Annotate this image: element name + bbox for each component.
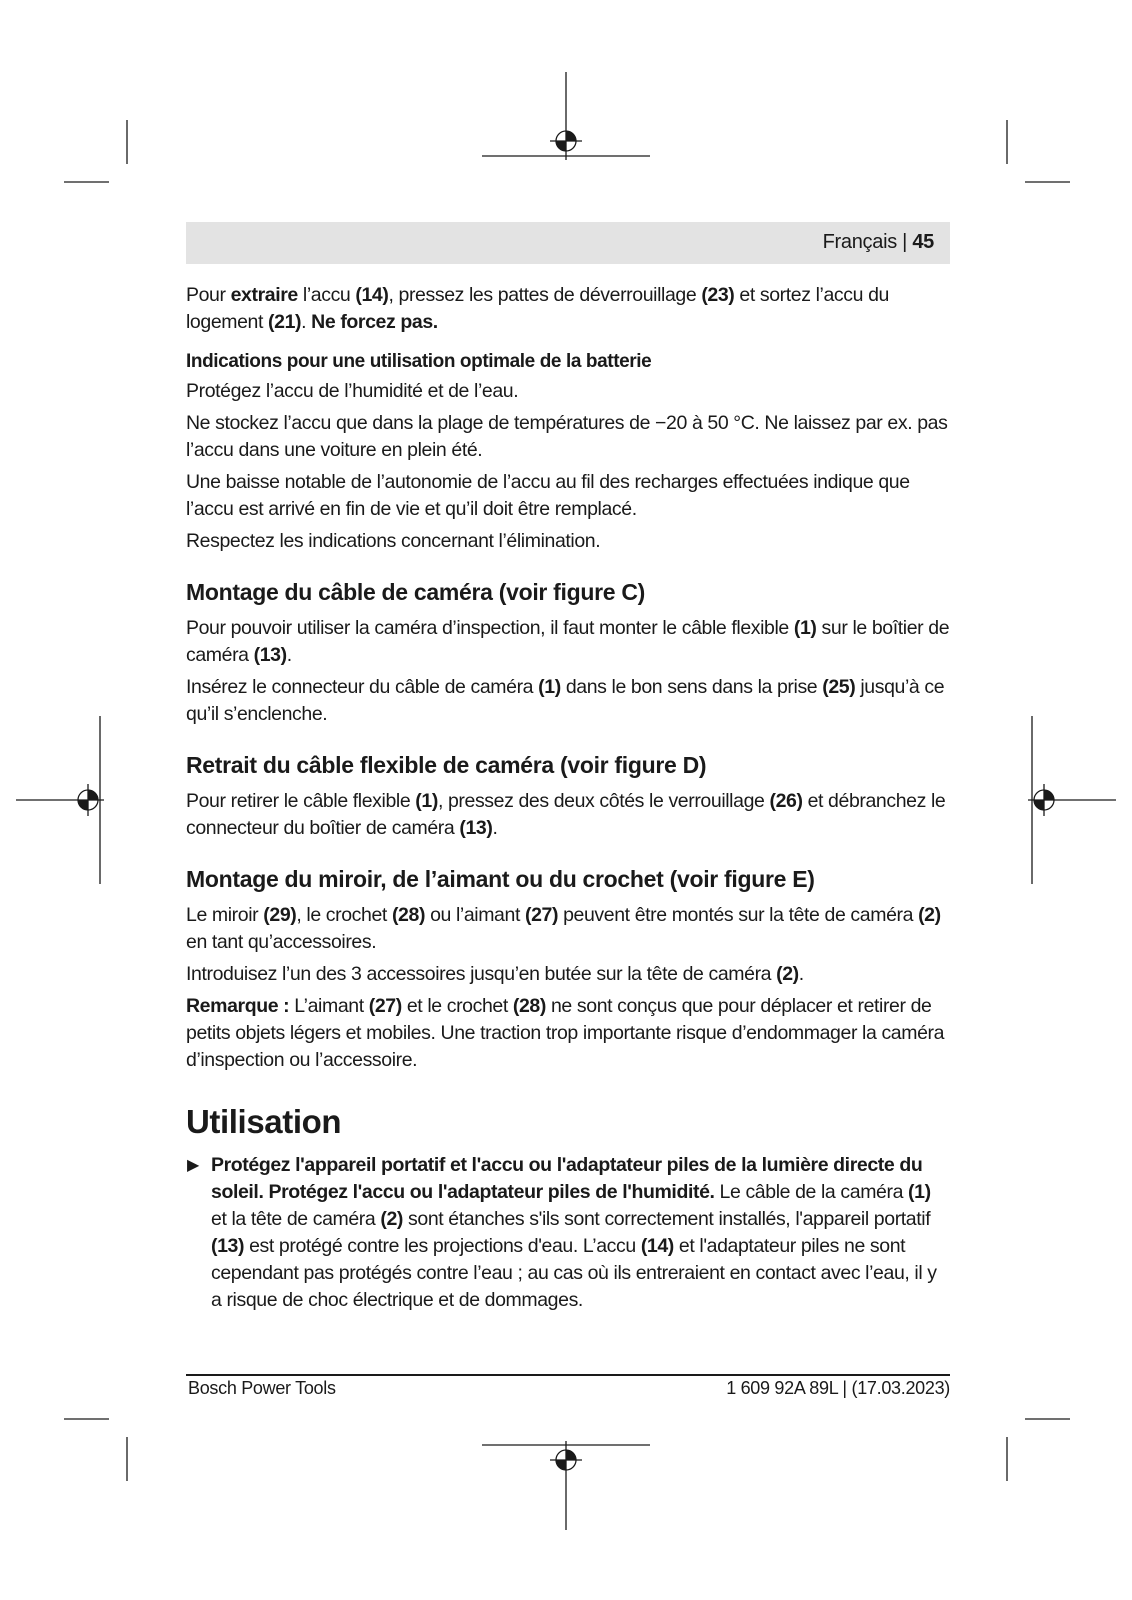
text-run: .	[286, 644, 292, 666]
bold-text-run: (26)	[769, 790, 803, 812]
bold-text-run: (1)	[908, 1181, 931, 1203]
text-run: .	[492, 817, 498, 839]
paragraph-battery-lifetime: Une baisse notable de l’autonomie de l’accu au fil des recharges effectuées indique que l’accu est arrivé en fin de vie et qu’il doit être remplacé.	[186, 471, 910, 520]
paragraph-remark	[186, 993, 950, 1074]
text-run: et le crochet	[401, 995, 513, 1017]
bullet-arrow-icon: ▶	[187, 1157, 199, 1174]
paragraph-accessories	[186, 902, 950, 956]
text-run: en tant qu’accessoires.	[186, 931, 377, 953]
header-separator: |	[896, 231, 913, 253]
bold-text-run: (27)	[368, 995, 402, 1017]
page-content	[186, 282, 950, 1319]
text-run: , pressez les pattes de déverrouillage	[388, 284, 702, 306]
text-run: .	[798, 963, 804, 985]
text-run: , le crochet	[296, 904, 392, 926]
bold-text-run: Protégez l'appareil portatif et l'accu ou l'adaptateur piles de la lumière directe du soleil. Protégez l'accu ou l'adaptateur piles de l'humidité.	[211, 1154, 923, 1203]
footer-document-id: 1 609 92A 89L | (17.03.2023)	[726, 1378, 950, 1398]
bold-text-run: (13)	[253, 644, 287, 666]
text-run: L’aimant	[289, 995, 369, 1017]
text-run: est protégé contre les projections d'eau. L’accu	[244, 1235, 641, 1257]
text-run: dans le bon sens dans la prise	[560, 676, 823, 698]
text-run: Le miroir	[186, 904, 264, 926]
paragraph-humidity: Protégez l’accu de l’humidité et de l’eau.	[186, 380, 519, 402]
bold-text-run: (21)	[268, 311, 302, 333]
bold-text-run: (14)	[355, 284, 389, 306]
safety-bullet-text	[211, 1154, 937, 1311]
text-run: ne sont conçus que pour déplacer et retirer de petits objets légers et mobiles. Une traction trop importante risque d’endommager la caméra d’inspection ou l’accessoire.	[186, 995, 945, 1071]
running-header	[186, 222, 950, 264]
text-run: Pour	[186, 284, 231, 306]
text-run: Pour retirer le câble flexible	[186, 790, 416, 812]
heading-cable-removal: Retrait du câble flexible de caméra (voir figure D)	[186, 752, 707, 778]
text-run: Le câble de la caméra	[714, 1181, 909, 1203]
bold-text-run: (2)	[776, 963, 799, 985]
text-run: et débranchez le connecteur du boîtier de caméra	[186, 790, 946, 839]
paragraph-remove-battery	[186, 282, 950, 336]
bold-text-run: (1)	[793, 617, 817, 639]
text-run: Pour pouvoir utiliser la caméra d’inspection, il faut monter le câble flexible	[186, 617, 794, 639]
text-run: sur le boîtier de caméra	[186, 617, 950, 666]
bold-text-run: Ne forcez pas.	[311, 311, 438, 333]
text-run: .	[301, 311, 312, 333]
header-text	[823, 231, 934, 254]
text-run: Introduisez l’un des 3 accessoires jusqu’en butée sur la tête de caméra	[186, 963, 777, 985]
text-run: jusqu’à ce qu’il s’enclenche.	[186, 676, 945, 725]
heading-accessory-mounting: Montage du miroir, de l’aimant ou du crochet (voir figure E)	[186, 866, 815, 892]
bold-text-run: (2)	[918, 904, 941, 926]
bold-text-run: (28)	[512, 995, 546, 1017]
bold-text-run: (1)	[415, 790, 438, 812]
bold-text-run: (28)	[391, 904, 426, 926]
text-run: l’accu	[297, 284, 356, 306]
header-section: Français	[822, 231, 897, 253]
heading-utilisation: Utilisation	[186, 1103, 342, 1140]
footer-rule	[186, 1374, 950, 1376]
page-number: 45	[912, 231, 934, 253]
safety-bullet	[186, 1152, 950, 1314]
text-run: , pressez des deux côtés le verrouillage	[437, 790, 770, 812]
bold-text-run: (1)	[538, 676, 561, 698]
bold-text-run: (27)	[524, 904, 559, 926]
bold-text-run: (13)	[459, 817, 493, 839]
text-run: Insérez le connecteur du câble de caméra	[186, 676, 539, 698]
text-run: peuvent être montés sur la tête de caméra	[558, 904, 919, 926]
paragraph-mount-cable	[186, 615, 950, 669]
paragraph-disposal: Respectez les indications concernant l’élimination.	[186, 530, 601, 552]
bold-text-run: (25)	[822, 676, 856, 698]
heading-camera-cable-mounting: Montage du câble de caméra (voir figure C)	[186, 579, 646, 605]
bold-text-run: (13)	[211, 1235, 245, 1257]
bold-text-run: (2)	[380, 1208, 404, 1230]
footer-publisher: Bosch Power Tools	[188, 1378, 336, 1398]
text-run: ou l’aimant	[425, 904, 525, 926]
text-run: et sortez l’accu du logement	[186, 284, 889, 333]
bold-text-run: extraire	[230, 284, 298, 306]
bold-text-run: (23)	[701, 284, 735, 306]
bold-text-run: (14)	[640, 1235, 674, 1257]
bold-text-run: (29)	[263, 904, 297, 926]
bold-text-run: Remarque :	[186, 995, 290, 1017]
subheading-battery-tips: Indications pour une utilisation optimale de la batterie	[186, 351, 652, 372]
paragraph-storage-temperature: Ne stockez l’accu que dans la plage de températures de −20 à 50 °C. Ne laissez par ex. pas l’accu dans une voiture en plein été.	[186, 412, 948, 461]
text-run: sont étanches s'ils sont correctement installés, l'appareil portatif	[403, 1208, 931, 1230]
paragraph-insert-accessory	[186, 961, 950, 988]
text-run: et la tête de caméra	[211, 1208, 381, 1230]
text-run: et l'adaptateur piles ne sont cependant pas protégés contre l’eau ; au cas où ils entreraient en contact avec l’eau, il y a risque de choc électrique et de dommages.	[211, 1235, 937, 1311]
paragraph-insert-connector	[186, 674, 950, 728]
paragraph-remove-cable	[186, 788, 950, 842]
